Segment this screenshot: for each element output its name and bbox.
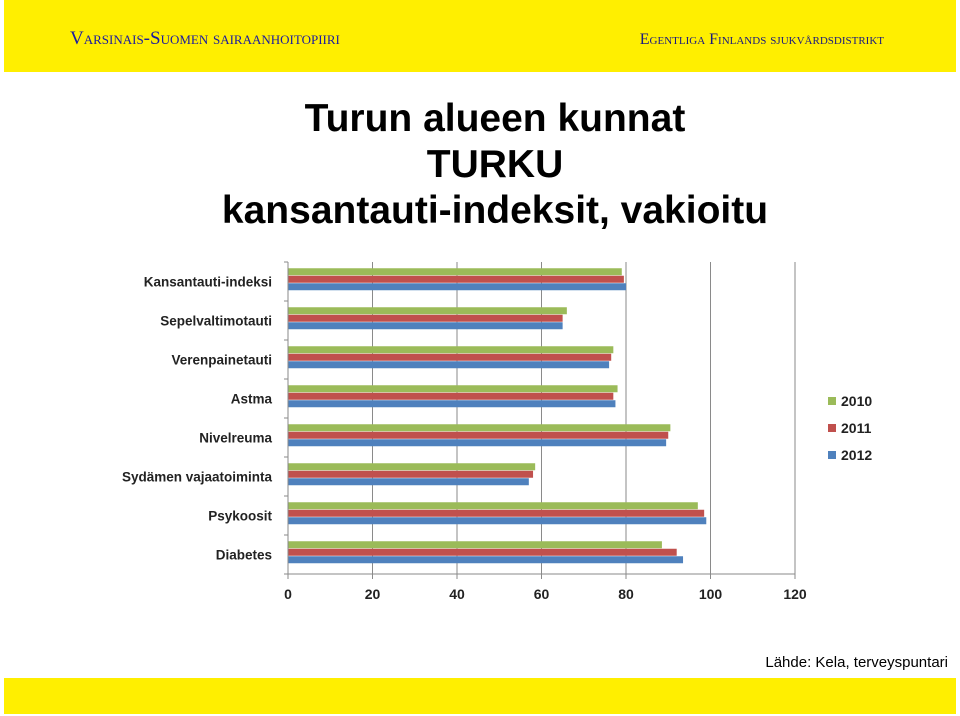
- legend-swatch-2012: [828, 451, 836, 459]
- bar-2010: [289, 268, 622, 275]
- bar-2011: [289, 549, 677, 556]
- x-tick-label: 0: [284, 586, 292, 602]
- title-line-3: kansantauti-indeksit, vakioitu: [221, 189, 769, 232]
- x-tick-label: 60: [533, 586, 550, 602]
- bar-2011: [289, 276, 624, 283]
- category-label: Sydämen vajaatoiminta: [121, 469, 272, 485]
- x-tick-label: 20: [364, 586, 381, 602]
- bar-2010: [289, 502, 698, 509]
- x-tick-label: 120: [783, 586, 807, 602]
- bar-2010: [289, 463, 536, 470]
- legend-label-2012: 2012: [841, 447, 873, 463]
- bar-2011: [289, 354, 612, 361]
- bar-2012: [289, 556, 684, 563]
- legend-swatch-2010: [828, 397, 836, 405]
- bar-2011: [289, 471, 534, 478]
- bar-2011: [289, 315, 563, 322]
- category-label: Verenpainetauti: [171, 352, 272, 368]
- x-tick-label: 40: [449, 586, 465, 602]
- bar-2012: [289, 283, 627, 290]
- source-note: Lähde: Kela, terveyspuntari: [765, 654, 948, 671]
- bottom-banner: [4, 678, 956, 714]
- bar-2010: [289, 424, 671, 431]
- legend-swatch-2011: [828, 424, 836, 432]
- bar-2010: [289, 307, 567, 314]
- category-label: Psykoosit: [208, 508, 272, 524]
- bar-2011: [289, 510, 705, 517]
- bar-2010: [289, 385, 618, 392]
- category-label: Kansantauti-indeksi: [143, 274, 272, 290]
- bar-2010: [289, 541, 662, 548]
- org-name-finnish: Varsinais-Suomen sairaanhoitopiiri: [70, 28, 340, 49]
- bar-2012: [289, 439, 667, 446]
- legend-label-2011: 2011: [841, 420, 872, 436]
- bar-2012: [289, 322, 563, 329]
- category-label: Sepelvaltimotauti: [160, 313, 272, 329]
- bar-2010: [289, 346, 614, 353]
- title-line-1: Turun alueen kunnat: [304, 97, 686, 140]
- bar-2011: [289, 432, 669, 439]
- bar-2012: [289, 517, 707, 524]
- category-label: Nivelreuma: [199, 430, 272, 446]
- x-tick-label: 100: [698, 586, 723, 602]
- bar-2011: [289, 393, 614, 400]
- category-label: Diabetes: [215, 547, 272, 563]
- bar-2012: [289, 478, 529, 485]
- category-label: Astma: [230, 391, 272, 407]
- legend-label-2010: 2010: [841, 393, 873, 409]
- bar-2012: [289, 400, 616, 407]
- bar-2012: [289, 361, 610, 368]
- title-line-2: TURKU: [426, 143, 564, 186]
- x-tick-label: 80: [618, 586, 634, 602]
- org-name-swedish: Egentliga Finlands sjukvårdsdistrikt: [639, 31, 884, 48]
